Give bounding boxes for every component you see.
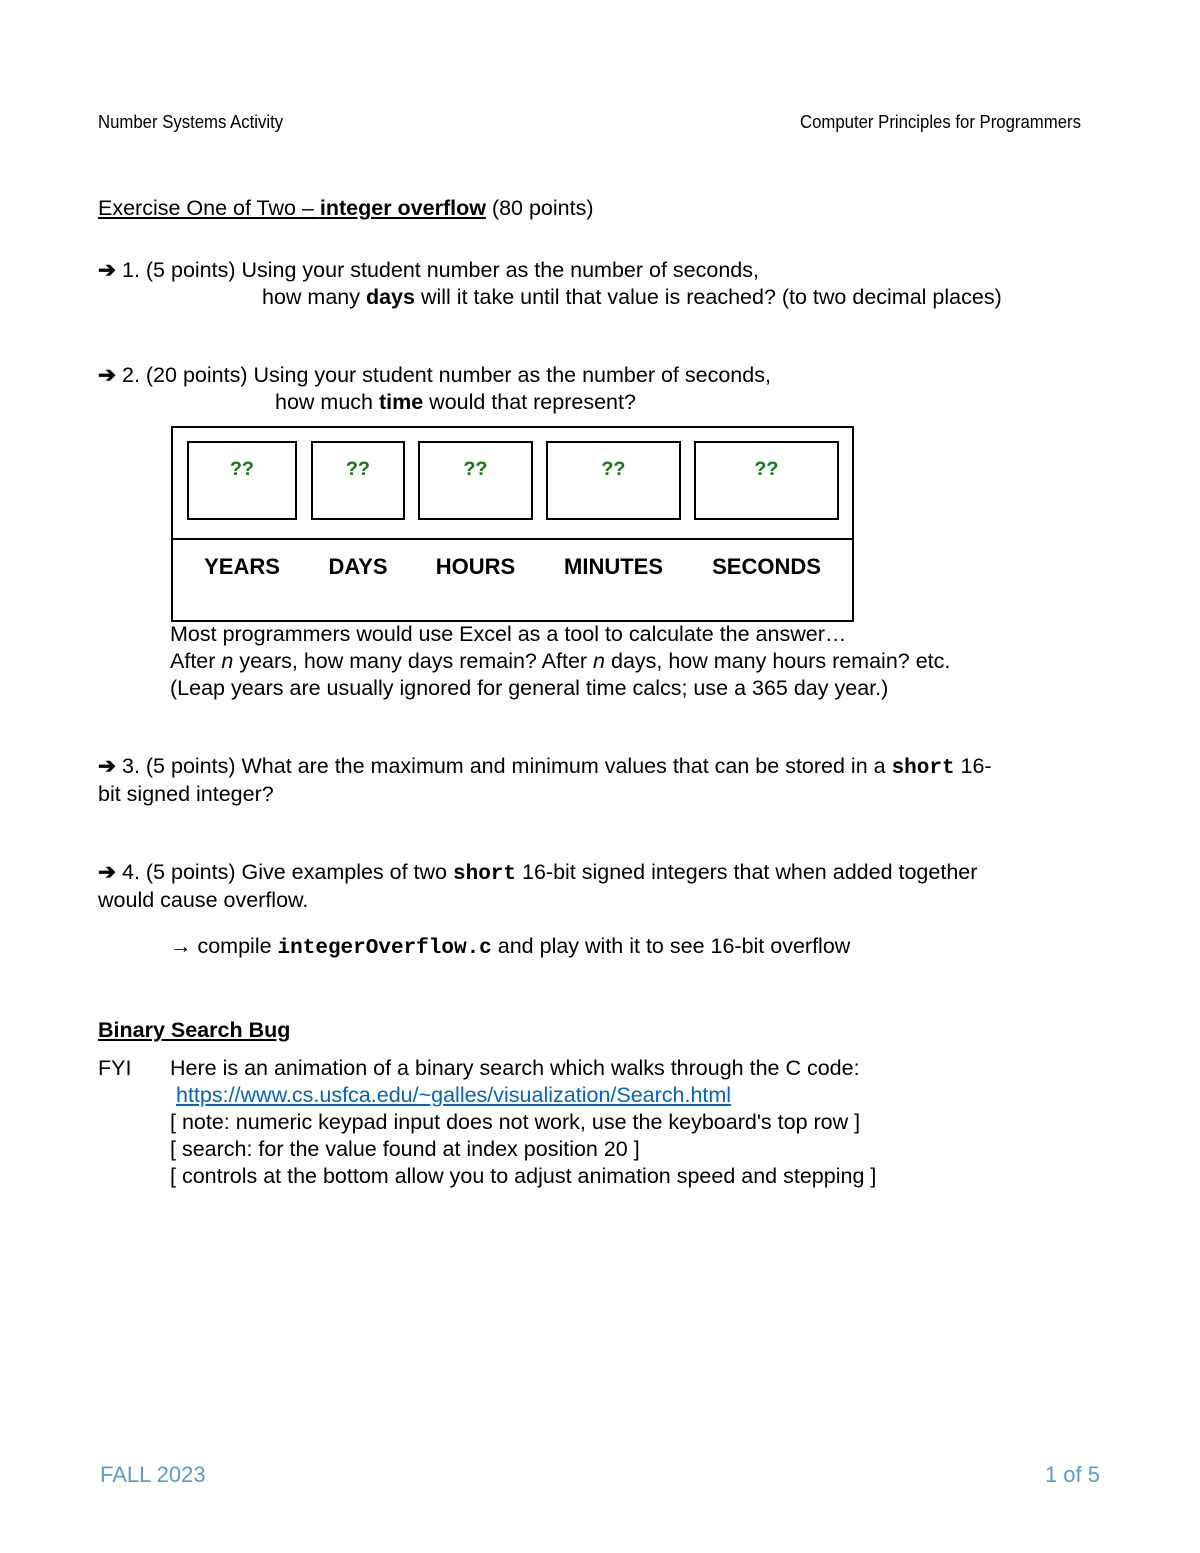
arrow-right-icon: ➔ xyxy=(98,363,117,387)
question-1-line1: ➔ 1. (5 points) Using your student number as the number of seconds, xyxy=(98,258,759,282)
time-breakdown-table xyxy=(171,426,854,622)
binary-intro: Here is an animation of a binary search which walks through the C code: xyxy=(170,1056,860,1080)
footer-term: FALL 2023 xyxy=(100,1462,206,1487)
header-right: Computer Principles for Programmers xyxy=(800,112,1081,132)
arrow-right-icon: ➔ xyxy=(98,258,117,282)
exercise-topic: integer overflow xyxy=(319,196,486,220)
q2-note-3: (Leap years are usually ignored for general time calcs; use a 365 day year.) xyxy=(170,676,889,700)
question-2-line1: ➔ 2. (20 points) Using your student number as the number of seconds, xyxy=(98,363,771,387)
exercise-heading xyxy=(98,196,594,221)
binary-note-2: [ search: for the value found at index position 20 ] xyxy=(170,1137,640,1161)
arrow-right-icon: ➔ xyxy=(98,754,117,778)
question-2-line2: how much time would that represent? xyxy=(275,390,636,414)
header-left: Number Systems Activity xyxy=(98,112,284,132)
exercise-prefix: Exercise One of Two – xyxy=(98,196,320,220)
hours-label: HOURS xyxy=(435,554,516,579)
exercise-points: (80 points) xyxy=(485,196,594,220)
binary-note-3: [ controls at the bottom allow you to adjust animation speed and stepping ] xyxy=(170,1164,877,1188)
days-label: DAYS xyxy=(328,554,388,579)
question-3-line2: bit signed integer? xyxy=(98,782,274,806)
footer-page-number: 1 of 5 xyxy=(1044,1462,1100,1487)
question-1-line2: how many days will it take until that value is reached? (to two decimal places) xyxy=(262,285,1002,309)
question-4-line2: would cause overflow. xyxy=(98,888,309,912)
years-label: YEARS xyxy=(204,554,280,579)
seconds-label: SECONDS xyxy=(712,554,821,579)
minutes-answer-box: ?? xyxy=(546,441,681,520)
question-4-hint: → compile integerOverflow.c and play with it to see 16-bit overflow xyxy=(170,934,851,960)
days-answer-box: ?? xyxy=(311,441,405,520)
fyi-label: FYI xyxy=(98,1056,132,1080)
hours-answer-box: ?? xyxy=(418,441,533,520)
q2-note-1: Most programmers would use Excel as a tool to calculate the answer… xyxy=(170,622,847,646)
visualization-link[interactable]: https://www.cs.usfca.edu/~galles/visualization/Search.html xyxy=(176,1083,732,1107)
binary-search-title: Binary Search Bug xyxy=(98,1018,291,1042)
binary-note-1: [ note: numeric keypad input does not work, use the keyboard's top row ] xyxy=(170,1110,861,1134)
arrow-right-icon: ➔ xyxy=(98,860,117,884)
question-3-line1: ➔ 3. (5 points) What are the maximum and minimum values that can be stored in a short 16- xyxy=(98,754,992,780)
minutes-label: MINUTES xyxy=(564,554,663,579)
table-divider xyxy=(173,538,852,540)
q2-note-2: After n years, how many days remain? After n days, how many hours remain? etc. xyxy=(170,649,951,673)
question-4-line1: ➔ 4. (5 points) Give examples of two short 16-bit signed integers that when added together xyxy=(98,860,978,886)
seconds-answer-box: ?? xyxy=(694,441,839,520)
years-answer-box: ?? xyxy=(187,441,297,520)
